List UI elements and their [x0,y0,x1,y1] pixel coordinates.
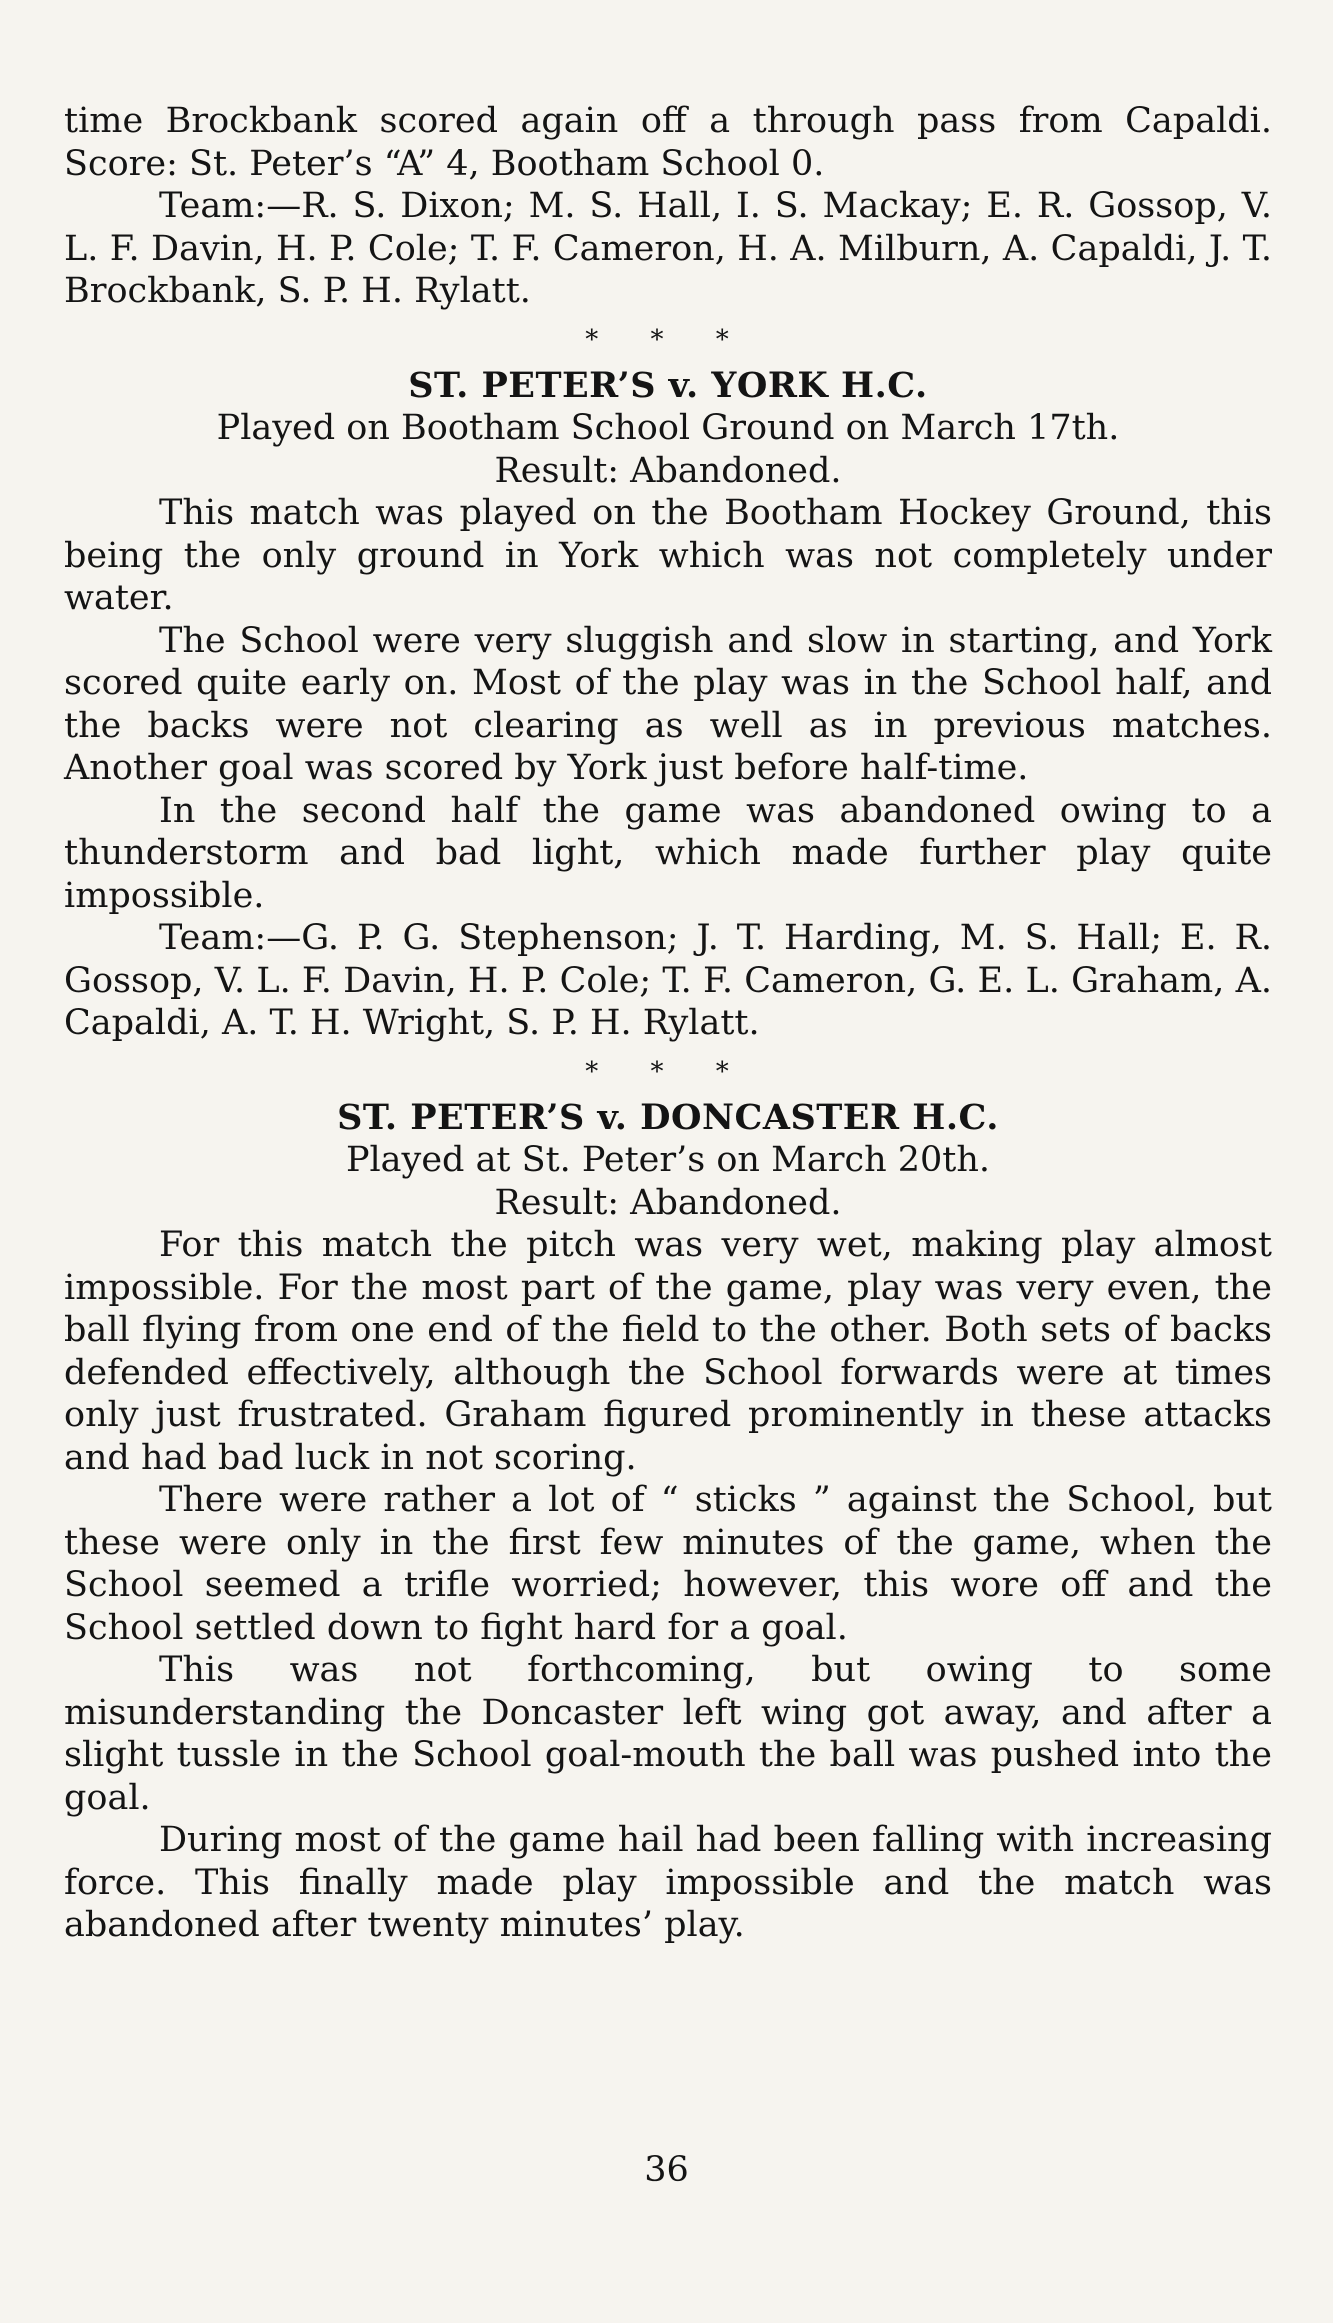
team-list: Team:—R. S. Dixon; M. S. Hall, I. S. Mackay; E. R. Gossop, V. L. F. Davin, H. P. Cole; T. F. Cameron, H. A. Milburn, A. Capaldi, J. T. Brockbank, S. P. H. Rylatt. [64,186,1272,311]
page-body [64,100,1272,1947]
match-heading-york: ST. PETER’S v. YORK H.C. [408,364,928,406]
paragraph: time Brockbank scored again off a through pass from Capaldi. Score: St. Peter’s “A” 4, Bootham School 0. [64,101,1272,184]
match-heading-doncaster: ST. PETER’S v. DONCASTER H.C. [337,1096,999,1138]
section-separator: * * * [585,1056,751,1087]
paragraph: For this match the pitch was very wet, making play almost impossible. For the most part of the game, play was very even, the ball flying from one end of the field to the other. Both sets of backs defended effectively, although the School forwards were at times only just frustrated. Graham figured prominently in these attacks and had bad luck in not scoring. [64,1225,1272,1478]
match-played-info: Played at St. Peter’s on March 20th. [345,1140,991,1180]
paragraph: This match was played on the Bootham Hockey Ground, this being the only ground in York which was not completely under water. [64,493,1272,618]
team-list: Team:—G. P. G. Stephenson; J. T. Harding, M. S. Hall; E. R. Gossop, V. L. F. Davin, H. P. Cole; T. F. Cameron, G. E. L. Graham, A. Capaldi, A. T. H. Wright, S. P. H. Rylatt. [64,918,1272,1043]
paragraph: There were rather a lot of “ sticks ” against the School, but these were only in the first few minutes of the game, when the School seemed a trifle worried; however, this wore off and the School settled down to fight hard for a goal. [64,1480,1272,1648]
match-result: Result: Abandoned. [494,450,842,491]
match-played-info: Played on Bootham School Ground on March 17th. [216,408,1120,448]
section-separator: * * * [585,324,751,355]
paragraph: During most of the game hail had been falling with increasing force. This finally made play impossible and the match was abandoned after twenty minutes’ play. [64,1820,1272,1945]
paragraph: The School were very sluggish and slow in starting, and York scored quite early on. Most of the play was in the School half, and the backs were not clearing as well as in previous matches. Another goal was scored by York just before half-time. [64,620,1272,788]
paragraph: This was not forthcoming, but owing to some misunderstanding the Doncaster left wing got away, and after a slight tussle in the School goal-mouth the ball was pushed into the goal. [64,1650,1272,1818]
page-number: 36 [644,2150,689,2190]
paragraph: In the second half the game was abandoned owing to a thunderstorm and bad light, which made further play quite impossible. [64,790,1272,916]
match-result: Result: Abandoned. [494,1182,842,1223]
